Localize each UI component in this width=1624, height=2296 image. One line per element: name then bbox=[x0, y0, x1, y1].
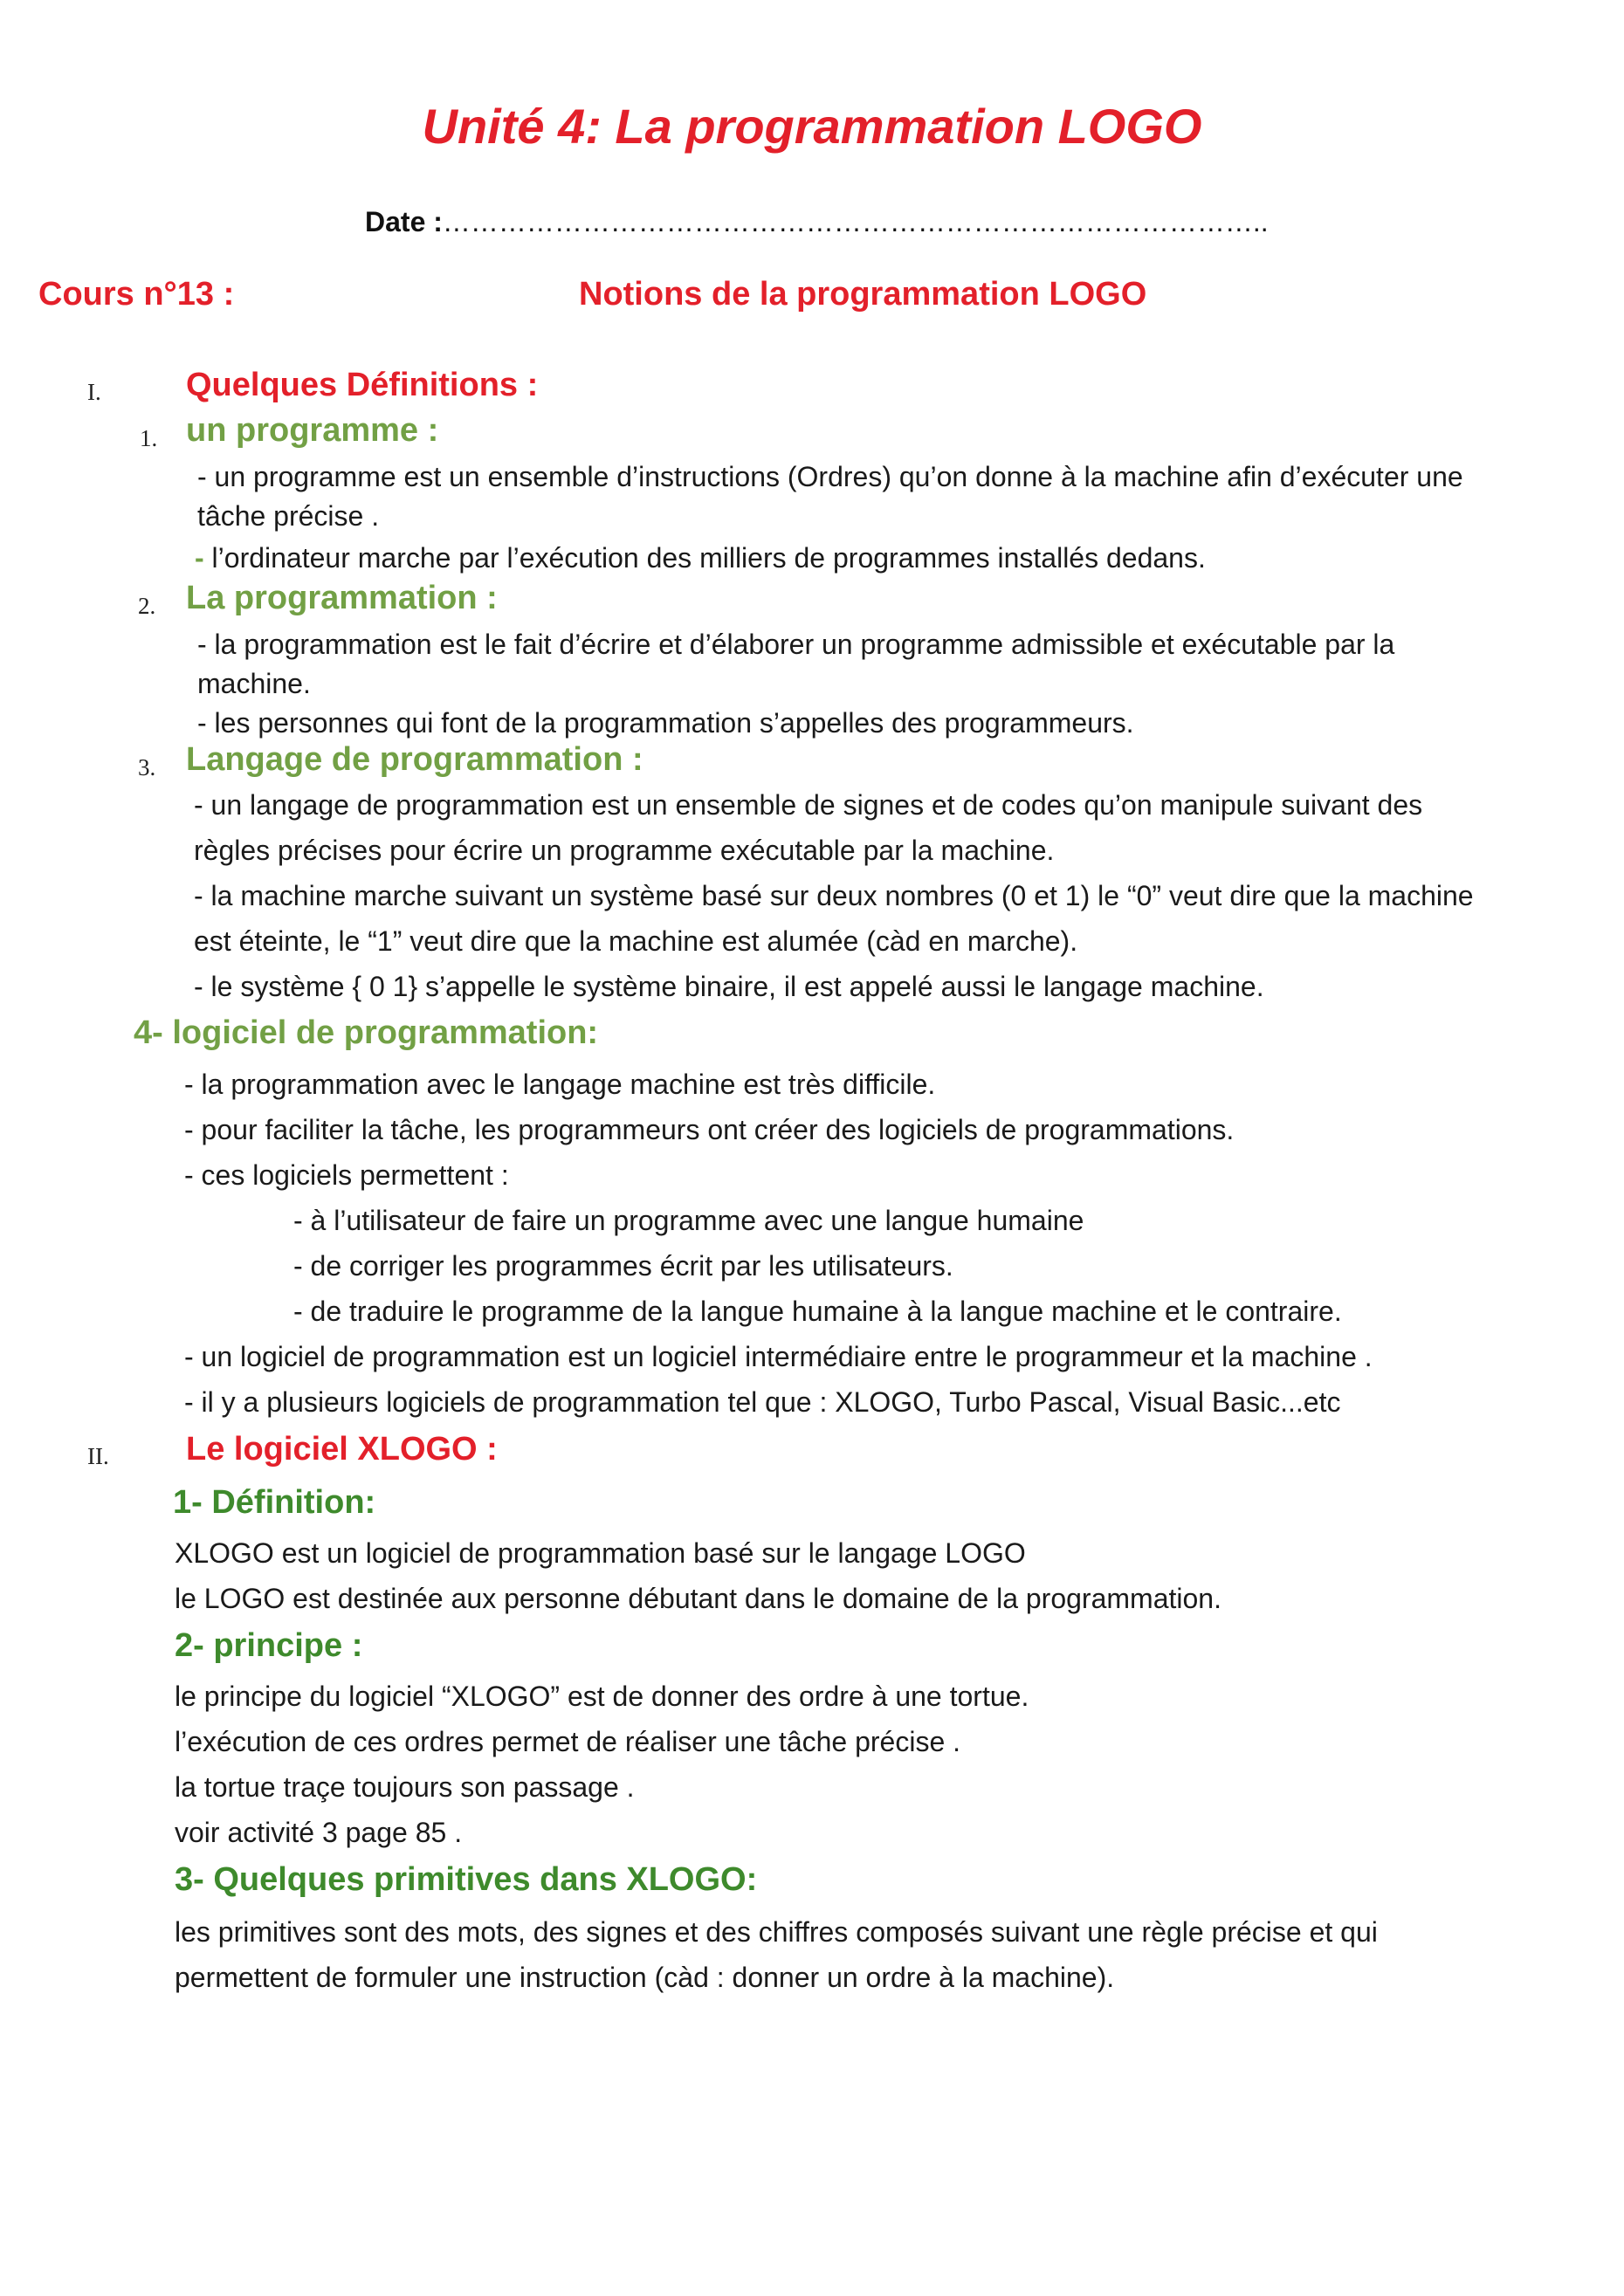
sub-3-line-3: - le système { 0 1} s’appelle le système binaire, il est appelé aussi le langage machine. bbox=[194, 971, 1264, 1002]
sub-4-line-4: - un logiciel de programmation est un logiciel intermédiaire entre le programmeur et la machine . bbox=[184, 1341, 1373, 1372]
sub-2-line-2: - les personnes qui font de la programmation s’appelles des programmeurs. bbox=[197, 707, 1134, 739]
sub-4-bullet-1: - à l’utilisateur de faire un programme avec une langue humaine bbox=[293, 1205, 1084, 1236]
sub-4-line-2: - pour faciliter la tâche, les programmeurs ont créer des logiciels de programmations. bbox=[184, 1114, 1235, 1145]
date-label: Date : bbox=[365, 206, 443, 237]
sub-1-number: 1. bbox=[140, 425, 158, 451]
definition-line-1: XLOGO est un logiciel de programmation basé sur le langage LOGO bbox=[175, 1537, 1026, 1569]
section-2-heading: Le logiciel XLOGO : bbox=[186, 1431, 498, 1468]
section-1-numeral: I. bbox=[87, 379, 101, 405]
sub-3-line-2b: est éteinte, le “1” veut dire que la machine est alumée (càd en marche). bbox=[194, 925, 1078, 957]
sub-3-heading: Langage de programmation : bbox=[186, 741, 643, 778]
sub-1-line-2 bbox=[195, 542, 1206, 574]
course-number: Cours n°13 : bbox=[38, 276, 235, 313]
sub-2-heading: La programmation : bbox=[186, 580, 498, 616]
sub-2-line-1: - la programmation est le fait d’écrire et d’élaborer un programme admissible et exécutable par la bbox=[197, 629, 1395, 660]
sub-2-number: 2. bbox=[138, 593, 156, 619]
section-1-heading: Quelques Définitions : bbox=[186, 367, 539, 403]
sub-1-heading: un programme : bbox=[186, 412, 439, 449]
primitives-line-2: permettent de formuler une instruction (càd : donner un ordre à la machine). bbox=[175, 1962, 1115, 1993]
sub-4-line-3: - ces logiciels permettent : bbox=[184, 1159, 509, 1191]
definition-heading: 1- Définition: bbox=[173, 1484, 376, 1521]
date-dots: …………………………………………………………………………….. bbox=[442, 206, 1269, 237]
principe-line-2: l’exécution de ces ordres permet de réaliser une tâche précise . bbox=[175, 1726, 961, 1757]
sub-4-bullet-2: - de corriger les programmes écrit par les utilisateurs. bbox=[293, 1250, 953, 1282]
primitives-line-1: les primitives sont des mots, des signes et des chiffres composés suivant une règle précise et qui bbox=[175, 1916, 1378, 1948]
principe-heading: 2- principe : bbox=[175, 1627, 363, 1664]
sub-3-line-2: - la machine marche suivant un système basé sur deux nombres (0 et 1) le “0” veut dire que la machine bbox=[194, 880, 1474, 911]
principe-line-1: le principe du logiciel “XLOGO” est de donner des ordre à une tortue. bbox=[175, 1681, 1029, 1712]
sub-1-line-2-text: l’ordinateur marche par l’exécution des milliers de programmes installés dedans. bbox=[203, 542, 1206, 574]
sub-3-line-1b: règles précises pour écrire un programme exécutable par la machine. bbox=[194, 835, 1055, 866]
primitives-heading: 3- Quelques primitives dans XLOGO: bbox=[175, 1861, 758, 1898]
course-subject: Notions de la programmation LOGO bbox=[579, 276, 1147, 313]
sub-1-line-1b: tâche précise . bbox=[197, 500, 380, 532]
sub-3-number: 3. bbox=[138, 754, 156, 780]
sub-1-line-1: - un programme est un ensemble d’instructions (Ordres) qu’on donne à la machine afin d’exécuter une bbox=[197, 461, 1463, 492]
sub-4-bullet-3: - de traduire le programme de la langue humaine à la langue machine et le contraire. bbox=[293, 1296, 1342, 1327]
sub-4-heading: 4- logiciel de programmation: bbox=[134, 1014, 599, 1051]
page-title: Unité 4: La programmation LOGO bbox=[422, 99, 1202, 154]
definition-line-2: le LOGO est destinée aux personne débutant dans le domaine de la programmation. bbox=[175, 1583, 1221, 1614]
sub-2-line-1b: machine. bbox=[197, 668, 311, 699]
sub-4-line-1: - la programmation avec le langage machine est très difficile. bbox=[184, 1069, 936, 1100]
principe-line-3: la tortue traçe toujours son passage . bbox=[175, 1771, 635, 1803]
principe-line-4: voir activité 3 page 85 . bbox=[175, 1817, 463, 1848]
sub-3-line-1: - un langage de programmation est un ensemble de signes et de codes qu’on manipule suivant des bbox=[194, 789, 1423, 821]
sub-4-line-5: - il y a plusieurs logiciels de programmation tel que : XLOGO, Turbo Pascal, Visual Basic...etc bbox=[184, 1386, 1341, 1418]
date-line bbox=[365, 206, 1269, 238]
green-dash: - bbox=[195, 542, 204, 574]
section-2-numeral: II. bbox=[87, 1443, 109, 1469]
